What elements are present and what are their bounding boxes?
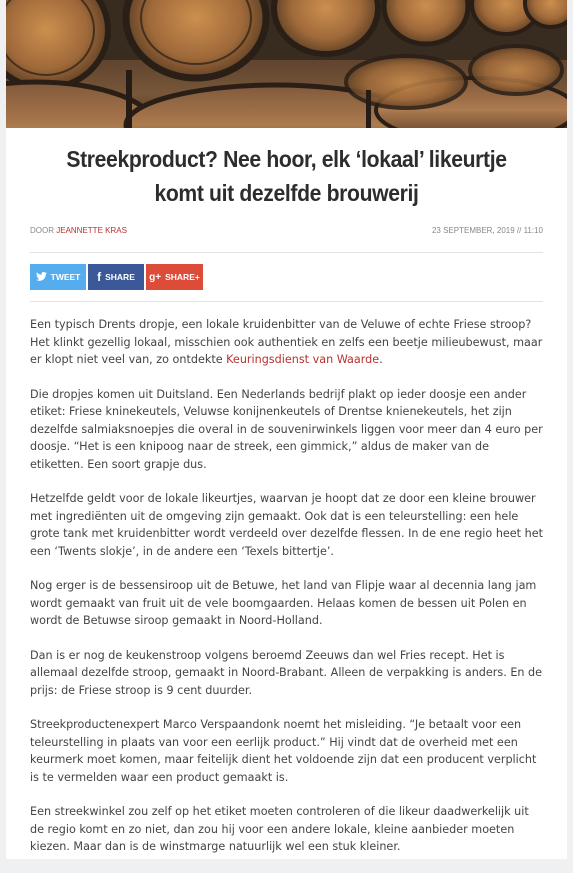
- article-page: [6, 0, 567, 859]
- facebook-share-label: SHARE: [105, 272, 135, 282]
- tweet-button[interactable]: [30, 264, 86, 290]
- paragraph: Die dropjes komen uit Duitsland. Een Nederlands bedrijf plakt op ieder doosje een ander etiket: Friese kninekeutels, Veluwse konijnenkeutels of Drentse knienekeutels, het zijn dezelfde salmiaksnoepjes die overal in de souvenirwinkels liggen voor meer dan 4 euro per doosje. “Het is een knipoog naar de streek, een gimmick,” aldus de maker van de etiketten. Een soort grapje dus.: [30, 387, 543, 471]
- article-title: Streekproduct? Nee hoor, elk ‘lokaal’ likeurtje komt uit dezelfde brouwerij: [66, 146, 507, 206]
- googleplus-share-button[interactable]: [146, 264, 203, 290]
- divider: [30, 301, 543, 302]
- paragraph: Dan is er nog de keukenstroop volgens beroemd Zeeuws dan wel Fries recept. Het is allemaal dezelfde stroop, gemaakt in Noord-Brabant. Alleen de verpakking is anders. En de prijs: de Friese stroop is 9 cent duurder.: [30, 648, 543, 697]
- twitter-bird-icon: [36, 270, 47, 284]
- article-body: [30, 316, 545, 873]
- facebook-share-button[interactable]: [88, 264, 144, 290]
- paragraph: Een typisch Drents dropje, een lokale kruidenbitter van de Veluwe of echte Friese stroop? Het klinkt gezellig lokaal, misschien ook authentiek en zelfs een beetje milieubewust, maar er klopt niet veel van, zo ontdekte Keuringsdienst van Waarde.: [30, 318, 543, 366]
- paragraph: Hetzelfde geldt voor de lokale likeurtjes, waarvan je hoopt dat ze door een kleine brouwer met ingrediënten uit de omgeving zijn gemaakt. Ook dat is een teleurstelling: een hele grote tank met kruidenbitter wordt verdeeld over dezelfde flessen. In de ene regio heet het een ‘Twents slokje’, in de andere een ‘Texels bittertje’.: [30, 492, 543, 558]
- keuringsdienst-link[interactable]: Keuringsdienst van Waarde: [226, 353, 380, 366]
- byline: [30, 226, 543, 238]
- google-plus-icon: g+: [149, 271, 162, 283]
- tweet-label: TWEET: [50, 272, 81, 282]
- facebook-f-icon: f: [97, 270, 102, 284]
- paragraph: Nog erger is de bessensiroop uit de Betuwe, het land van Flipje waar al decennia lang jam wordt gemaakt van fruit uit de vele boomgaarden. Helaas komen de bessen uit Polen en wordt de Betuwse siroop gemaakt in Noord-Holland.: [30, 579, 537, 627]
- hero-image-barrels: [6, 0, 567, 128]
- publish-date: 23 SEPTEMBER, 2019 // 11:10: [431, 226, 543, 235]
- divider: [30, 252, 543, 253]
- author-link[interactable]: JEANNETTE KRAS: [56, 226, 127, 235]
- googleplus-share-label: SHARE+: [165, 272, 200, 282]
- paragraph: Een streekwinkel zou zelf op het etiket moeten controleren of die likeur daadwerkelijk uit de regio komt en zo niet, dan zou hij voor een andere lokale, kleine aanbieder moeten kiezen. Maar dan is de winstmarge natuurlijk wel een stuk kleiner.: [30, 805, 529, 853]
- paragraph: Streekproductenexpert Marco Verspaandonk noemt het misleiding. “Je betaalt voor een teleurstelling in plaats van voor een eerlijk product.” Hij vindt dat de overheid met een keurmerk moet komen, maar feitelijk dient het voldoende zijn dat een producent verplicht is te vermelden waar een product gemaakt is.: [30, 718, 537, 784]
- byline-prefix: DOOR: [30, 226, 54, 235]
